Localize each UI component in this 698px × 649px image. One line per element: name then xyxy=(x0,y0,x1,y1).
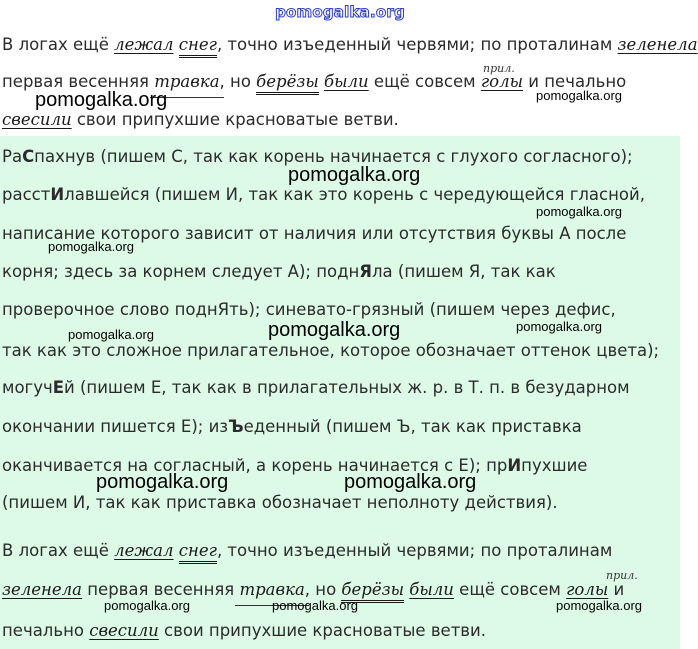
text: еденный (пишем Ъ, так как приставка xyxy=(243,417,582,436)
predicate-word: зеленела xyxy=(2,580,83,599)
bottom-line-1 xyxy=(2,541,612,560)
subject-word: снег xyxy=(179,35,217,58)
text: написание которого зависит от наличия или отсутствия буквы А после xyxy=(2,224,627,243)
watermark: pomogalka.org xyxy=(96,471,229,493)
text: так как это сложное прилагательное, которое обозначает оттенок цвета); xyxy=(2,341,660,360)
explanation-line-6 xyxy=(2,341,659,360)
site-title[interactable]: pomogalka.org xyxy=(275,3,405,21)
text: свои припухшие красноватые ветви. xyxy=(158,621,486,640)
subject-word: снег xyxy=(179,541,217,564)
predicate-word: были xyxy=(409,580,454,599)
bottom-line-2 xyxy=(2,580,624,599)
watermark: pomogalka.org xyxy=(516,319,602,334)
top-line-3 xyxy=(2,110,399,129)
text: оканчивается на согласный, а корень начинается с Е); пр xyxy=(2,456,508,475)
explanation-line-5 xyxy=(2,300,616,319)
watermark: pomogalka.org xyxy=(288,164,421,186)
adjective-mark: прил. xyxy=(483,62,515,75)
explanation-line-8 xyxy=(2,417,582,436)
highlight-letter: Я xyxy=(359,262,372,281)
text: , но xyxy=(219,72,257,91)
predicate-word: свесили xyxy=(2,110,72,129)
subject-word: берёзы xyxy=(341,580,404,603)
explanation-line-10 xyxy=(2,493,558,512)
watermark: pomogalka.org xyxy=(536,88,622,103)
text: печально xyxy=(2,621,90,640)
text: и печально xyxy=(523,72,627,91)
watermark: pomogalka.org xyxy=(48,239,134,254)
explanation-line-4 xyxy=(2,262,556,281)
text: первая весенняя xyxy=(2,72,155,91)
text: В логах ещё xyxy=(2,35,115,54)
watermark: pomogalka.org xyxy=(536,204,622,219)
explanation-line-9 xyxy=(2,456,587,475)
subject-word: травка xyxy=(239,580,305,599)
highlight-letter: Е xyxy=(52,378,65,397)
text: пахнув (пишем С, так как корень начинается с глухого согласного); xyxy=(34,147,633,166)
text: , точно изъеденный червями; по проталинам xyxy=(216,541,613,560)
predicate-word: голы xyxy=(566,580,609,599)
text: , точно изъеденный червями; по проталинам xyxy=(216,35,618,54)
space xyxy=(173,541,178,560)
watermark: pomogalka.org xyxy=(104,598,190,613)
text: ла (пишем Я, так как xyxy=(372,262,556,281)
watermark: pomogalka.org xyxy=(272,598,358,613)
watermark: pomogalka.org xyxy=(35,89,168,111)
subject-word: берёзы xyxy=(256,72,319,95)
text: (пишем И, так как приставка обозначает неполноту действия). xyxy=(2,493,558,512)
text: В логах ещё xyxy=(2,541,115,560)
top-line-1 xyxy=(2,35,698,54)
text: свои припухшие красноватые ветви. xyxy=(71,110,399,129)
predicate-word: были xyxy=(324,72,369,91)
text: , но xyxy=(304,580,342,599)
watermark: pomogalka.org xyxy=(556,598,642,613)
adjective-mark: прил. xyxy=(606,569,638,582)
predicate-word: голы xyxy=(480,72,524,91)
text: ещё совсем xyxy=(453,580,567,599)
explanation-line-2 xyxy=(2,185,645,204)
text: й (пишем Е, так как в прилагательных ж. р. в Т. п. в безударном xyxy=(64,378,630,397)
predicate-word: свесили xyxy=(89,621,159,640)
predicate-word: лежал xyxy=(114,35,174,54)
predicate-word: зеленела xyxy=(617,35,698,54)
bottom-line-3 xyxy=(2,621,486,640)
text: корня; здесь за корнем следует А); подн xyxy=(2,262,360,281)
text: пухшие xyxy=(521,456,588,475)
explanation-line-7 xyxy=(2,378,630,397)
watermark: pomogalka.org xyxy=(268,319,401,341)
text: могуч xyxy=(2,378,53,397)
highlight-letter: И xyxy=(507,456,522,475)
text: и xyxy=(608,580,625,599)
text: лавшейся (пишем И, так как это корень с чередующейся гласной, xyxy=(64,185,645,204)
predicate-word: лежал xyxy=(114,541,174,560)
text: первая весенняя xyxy=(82,580,240,599)
highlight-letter: С xyxy=(22,147,35,166)
text: Ра xyxy=(2,147,23,166)
highlight-letter: Ъ xyxy=(228,417,244,436)
space xyxy=(173,35,178,54)
text: проверочное слово поднЯть); синевато-грязный (пишем через дефис, xyxy=(2,300,616,319)
text: ещё совсем xyxy=(368,72,481,91)
watermark: pomogalka.org xyxy=(68,327,154,342)
text: расст xyxy=(2,185,51,204)
highlight-letter: И xyxy=(50,185,65,204)
text: окончании пишется Е); из xyxy=(2,417,229,436)
subject-word: травка xyxy=(154,72,220,91)
watermark: pomogalka.org xyxy=(344,471,477,493)
